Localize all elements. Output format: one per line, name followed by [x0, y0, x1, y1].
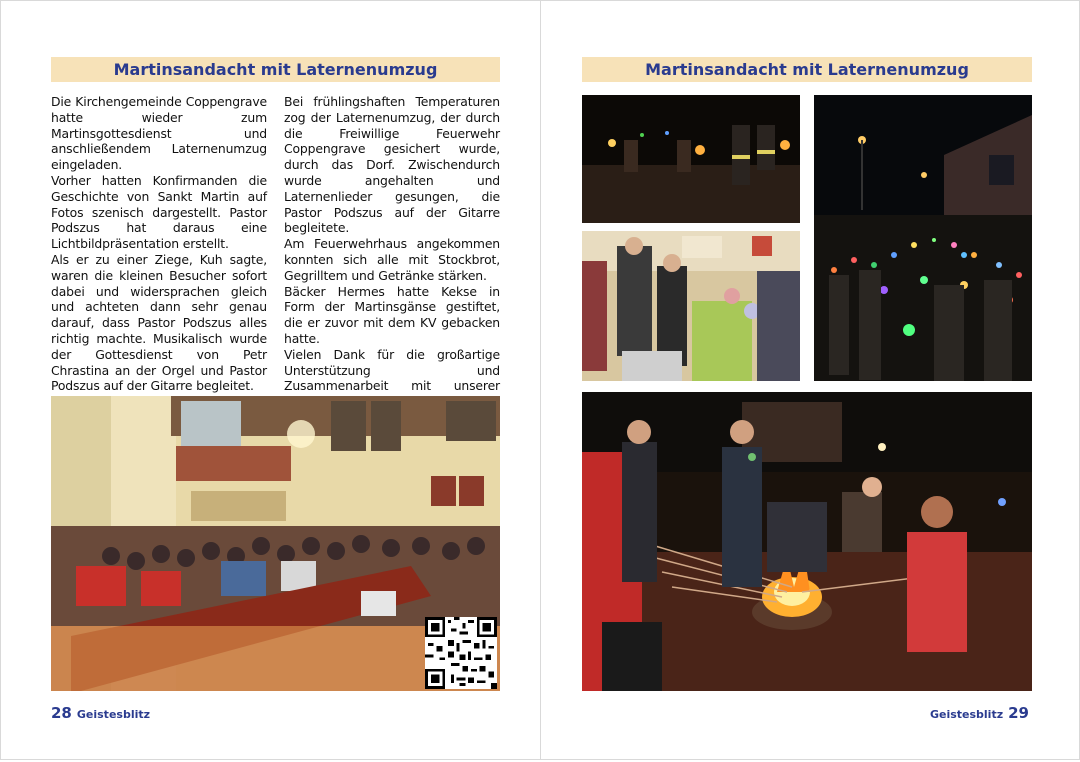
paragraph: Die Kirchengemeinde Coppengrave hatte wieder zum Martinsgottesdienst und anschließendem Laternenumzug eingeladen.: [51, 94, 267, 173]
left-page: [0, 0, 541, 760]
torch-procession-photo: [582, 95, 800, 223]
paragraph: Bäcker Hermes hatte Kekse in Form der Martinsgänse gestiftet, die er zuvor mit dem KV gebacken hatte.: [284, 283, 500, 346]
page-footer: [930, 704, 1029, 722]
magazine-name: Geistesblitz: [76, 708, 151, 721]
page-number: 28: [51, 704, 72, 722]
magazine-name: Geistesblitz: [929, 708, 1004, 721]
right-page: [540, 0, 1080, 760]
text-column-2: [284, 94, 500, 445]
page-footer: [51, 704, 150, 722]
page-title: Martinsandacht mit Laternenumzug: [51, 57, 500, 82]
lantern-procession-photo: [814, 95, 1032, 381]
page-title: Martinsandacht mit Laternenumzug: [582, 57, 1032, 82]
text-column-1: [51, 94, 267, 394]
paragraph: Als er zu einer Ziege, Kuh sagte, waren die kleinen Besucher sofort dabei und widersprachen gleich und achteten dann sehr genau darauf, dass Pastor Podszus alles richtig machte. Musikalisch wurde der Gottesdienst von Petr Chrastina an der Orgel und Pastor Podszus auf der Gitarre begleitet.: [51, 251, 267, 394]
campfire-stockbrot-photo: [582, 392, 1032, 691]
paragraph: Bei frühlingshaften Temperaturen zog der Laternenumzug, der durch die Freiwillige Feuerwehr Coppengrave gesichert wurde, durch das Dorf. Zwischendurch wurde angehalten und Laternenlieder gesungen, die Pastor Podszus auf der Gitarre begleitete.: [284, 94, 500, 236]
feuerwehrhaus-gathering-photo: [582, 231, 800, 381]
page-number: 29: [1008, 704, 1029, 722]
paragraph: Vielen Dank für die großartige Unterstützung und Zusammenarbeit mit unserer: [284, 346, 500, 394]
qr-code: [425, 617, 497, 689]
paragraph: Vorher hatten Konfirmanden die Geschichte von Sankt Martin auf Fotos szenisch dargestellt. Pastor Podszus hat daraus eine Lichtbildpräsentation erstellt.: [51, 172, 267, 252]
paragraph: Am Feuerwehrhaus angekommen konnten sich alle mit Stockbrot, Gegrilltem und Getränke stärken.: [284, 236, 500, 283]
